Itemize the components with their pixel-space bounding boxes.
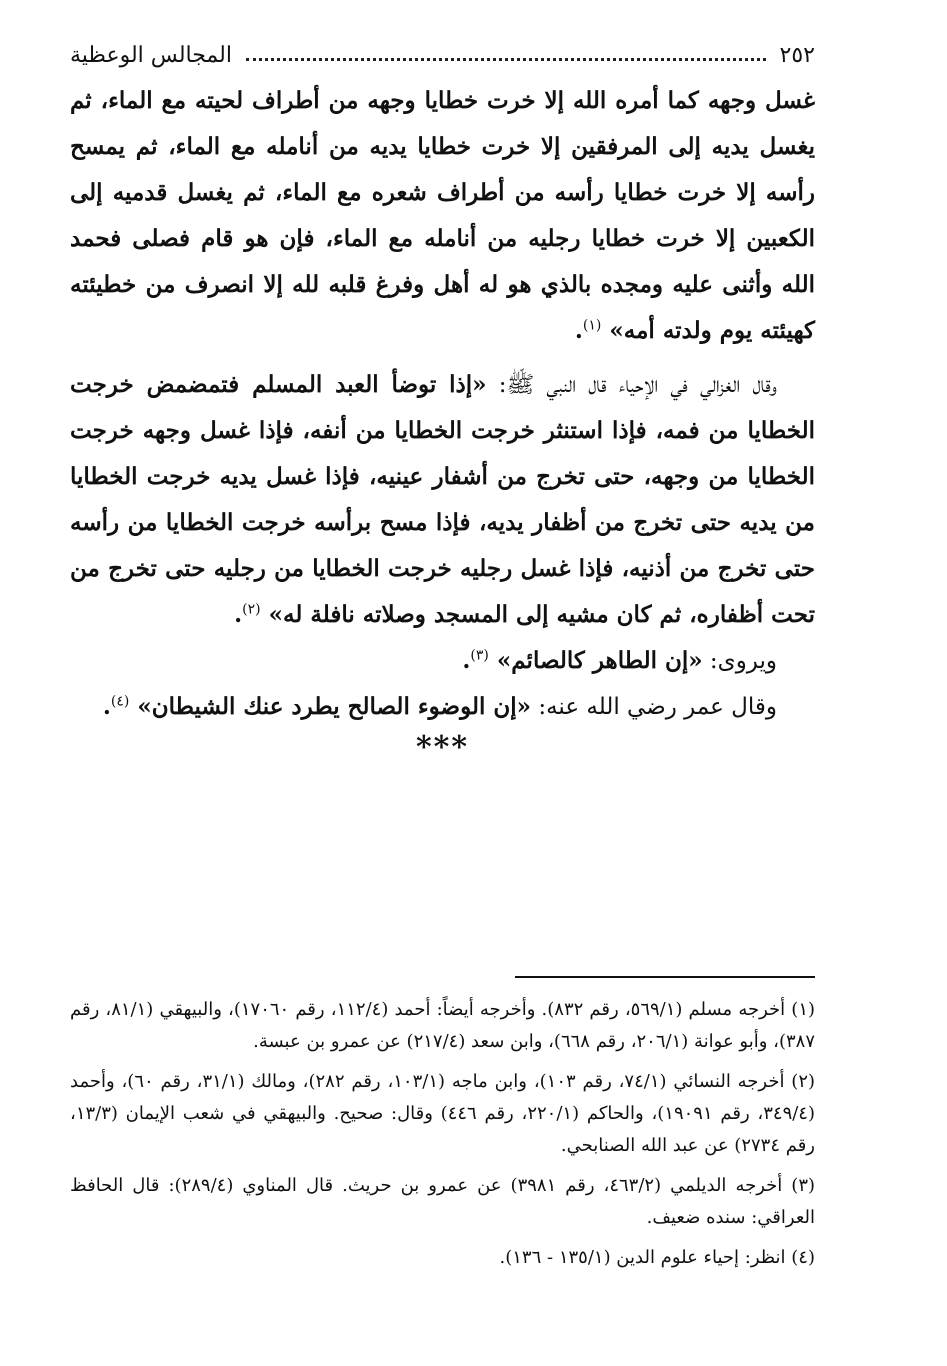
book-title: المجالس الوعظية (70, 42, 232, 68)
footnote-1: (١) أخرجه مسلم (٥٦٩/١، رقم ٨٣٢). وأخرجه أيضاً: أحمد (١١٢/٤، رقم ١٧٠٦٠)، والبيهقي (٨١/١، رقم ٣٨٧)، وأبو عوانة (٢٠٦/١، رقم ٦٦٨)، وابن سعد (٢١٧/٤) عن عمرو بن عبسة. (70, 999, 816, 1052)
footnote-4: (٤) انظر: إحياء علوم الدين (١٣٥/١ - ١٣٦). (499, 1247, 815, 1268)
paragraph-1-text: غسل وجهه كما أمره الله إلا خرت خطايا وجهه من أطراف لحيته مع الماء، ثم يغسل يديه إلى المرفقين إلا خرت خطايا يديه من أنامله مع الماء، ثم يمسح رأسه إلا خرت خطايا رأسه من أطراف شعره مع الماء، ثم يغسل قدميه إلى الكعبين إلا خرت خطايا رجليه من أنامله مع الماء، فإن هو قام فصلى فحمد الله وأثنى عليه ومجده بالذي هو له أهل وفرغ قلبه لله إلا انصرف من خطيئته كهيئته يوم ولدته أمه» (70, 87, 815, 344)
footnote-ref-3: (٣) (470, 647, 489, 664)
paragraph-2-quote: «إذا توضأ العبد المسلم فتمضمض خرجت الخطايا من فمه، فإذا استنثر خرجت الخطايا من أنفه، فإذا غسل وجهه خرجت الخطايا من وجهه، حتى تخرج من أشفار عينيه، فإذا غسل يديه خرجت الخطايا من يديه حتى تخرج من أظفار يديه، فإذا مسح برأسه خرجت الخطايا من رأسه حتى تخرج من أذنيه، فإذا غسل رجليه خرجت الخطايا من رجليه حتى تخرج من تحت أظفاره، ثم كان مشيه إلى المسجد وصلاته نافلة له» (70, 371, 815, 628)
paragraph-4-intro: وقال عمر رضي الله عنه: (531, 694, 777, 720)
footnote-ref-2: (٢) (242, 601, 261, 618)
footnote-2: (٢) أخرجه النسائي (٧٤/١، رقم ١٠٣)، وابن ماجه (١٠٣/١، رقم ٢٨٢)، ومالك (٣١/١، رقم ٦٠)، وأحمد (٣٤٩/٤، رقم ١٩٠٩١)، والحاكم (٢٢٠/١، رقم ٤٤٦) وقال: صحيح. والبيهقي في شعب الإيمان (١٣/٣، رقم ٢٧٣٤) عن عبد الله الصنابحي. (70, 1071, 816, 1156)
main-text (70, 78, 815, 730)
footnote-ref-1: (١) (582, 317, 602, 334)
header-dotted-leader (246, 58, 766, 61)
page-header (70, 38, 815, 72)
section-divider-stars: *** (415, 730, 470, 765)
paragraph-3-intro: ويروى: (702, 648, 777, 674)
paragraph-2-intro: وقال الغزالي في الإحياء قال النبي ﷺ: (486, 372, 777, 398)
footnote-ref-4: (٤) (110, 693, 130, 710)
paragraph-1: غسل وجهه كما أمره الله إلا خرت خطايا وجهه من أطراف لحيته مع الماء، ثم يغسل يديه إلى المرفقين إلا خرت خطايا يديه من أنامله مع الماء، ثم يمسح رأسه إلا خرت خطايا رأسه من أطراف شعره مع الماء، ثم يغسل قدميه إلى الكعبين إلا خرت خطايا رجليه من أنامله مع الماء، فإن هو قام فصلى فحمد الله وأثنى عليه ومجده بالذي هو له أهل وفرغ قلبه لله إلا انصرف من خطيئته كهيئته يوم ولدته أمه» $^{(١)}$. (70, 87, 815, 344)
page-number: ٢٥٢ (779, 42, 815, 68)
paragraph-3-quote: «إن الطاهر كالصائم» (496, 647, 703, 674)
paragraph-4: وقال عمر رضي الله عنه: «إن الوضوء الصالح يطرد عنك الشيطان» $^{(٤)}$. (102, 693, 777, 720)
footnote-separator (515, 976, 815, 978)
book-page (70, 30, 815, 1350)
paragraph-4-quote: «إن الوضوء الصالح يطرد عنك الشيطان» (137, 693, 532, 720)
footnotes (70, 994, 815, 1282)
paragraph-3: ويروى: «إن الطاهر كالصائم» $^{(٣)}$. (462, 647, 777, 674)
footnote-3: (٣) أخرجه الديلمي (٤٦٣/٢، رقم ٣٩٨١) عن عمرو بن حريث. قال المناوي (٢٨٩/٤): قال الحافظ العراقي: سنده ضعيف. (70, 1175, 816, 1228)
paragraph-2: وقال الغزالي في الإحياء قال النبي ﷺ: «إذا توضأ العبد المسلم فتمضمض خرجت الخطايا من فمه، فإذا استنثر خرجت الخطايا من أنفه، فإذا غسل وجهه خرجت الخطايا من وجهه، حتى تخرج من أشفار عينيه، فإذا غسل يديه خرجت الخطايا من يديه حتى تخرج من أظفار يديه، فإذا مسح برأسه خرجت الخطايا من رأسه حتى تخرج من أذنيه، فإذا غسل رجليه خرجت الخطايا من رجليه حتى تخرج من تحت أظفاره، ثم كان مشيه إلى المسجد وصلاته نافلة له» $^{(٢)}$. (70, 371, 815, 628)
